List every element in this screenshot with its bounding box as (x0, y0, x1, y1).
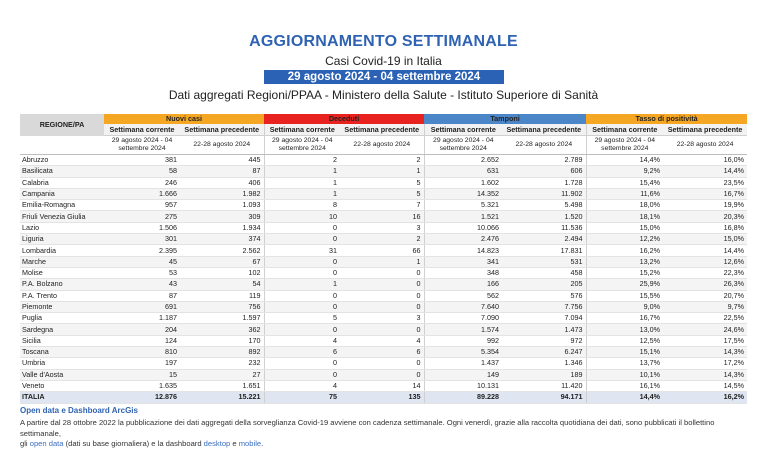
positivita-previous-cell: 26,3% (663, 279, 747, 290)
table-row (20, 313, 747, 324)
group-header-tamponi: Tamponi (424, 114, 586, 124)
subheader-current: Settimana corrente (264, 124, 340, 136)
region-column-header: REGIONE/PA (20, 114, 104, 136)
deceduti-previous-cell: 135 (340, 392, 424, 403)
date-previous: 22-28 agosto 2024 (502, 136, 586, 155)
nuovi-casi-current-cell: 53 (104, 267, 180, 278)
subheader-previous: Settimana precedente (340, 124, 424, 136)
table-row (20, 369, 747, 380)
deceduti-current-cell: 1 (264, 188, 340, 199)
deceduti-current-cell: 1 (264, 166, 340, 177)
positivita-current-cell: 18,1% (586, 211, 663, 222)
deceduti-current-cell: 0 (264, 301, 340, 312)
tamponi-current-cell: 10.066 (424, 222, 502, 233)
date-range-banner: 29 agosto 2024 - 04 settembre 2024 (264, 70, 504, 84)
positivita-current-cell: 9,0% (586, 301, 663, 312)
table-row (20, 380, 747, 391)
tamponi-current-cell: 149 (424, 369, 502, 380)
deceduti-current-cell: 0 (264, 358, 340, 369)
date-previous: 22-28 agosto 2024 (663, 136, 747, 155)
tamponi-current-cell: 14.823 (424, 245, 502, 256)
deceduti-current-cell: 0 (264, 267, 340, 278)
nuovi-casi-current-cell: 43 (104, 279, 180, 290)
positivita-previous-cell: 14,4% (663, 166, 747, 177)
region-cell: Marche (20, 256, 104, 267)
deceduti-current-cell: 1 (264, 177, 340, 188)
subheader-current: Settimana corrente (586, 124, 663, 136)
page-subtitle: Casi Covid-19 in Italia (325, 54, 442, 68)
deceduti-previous-cell: 5 (340, 177, 424, 188)
positivita-previous-cell: 16,0% (663, 155, 747, 166)
positivita-previous-cell: 20,3% (663, 211, 747, 222)
deceduti-current-cell: 0 (264, 256, 340, 267)
positivita-current-cell: 25,9% (586, 279, 663, 290)
table-row (20, 267, 747, 278)
tamponi-previous-cell: 1.473 (502, 324, 586, 335)
nuovi-casi-previous-cell: 406 (180, 177, 264, 188)
nuovi-casi-current-cell: 58 (104, 166, 180, 177)
tamponi-current-cell: 166 (424, 279, 502, 290)
group-header-deceduti: Deceduti (264, 114, 424, 124)
positivita-current-cell: 13,2% (586, 256, 663, 267)
tamponi-previous-cell: 1.346 (502, 358, 586, 369)
nuovi-casi-current-cell: 810 (104, 347, 180, 358)
footer-text (20, 418, 750, 450)
subheader-current: Settimana corrente (104, 124, 180, 136)
table-row (20, 347, 747, 358)
tamponi-current-cell: 631 (424, 166, 502, 177)
subheader-current: Settimana corrente (424, 124, 502, 136)
nuovi-casi-current-cell: 691 (104, 301, 180, 312)
region-cell: Sardegna (20, 324, 104, 335)
deceduti-current-cell: 1 (264, 279, 340, 290)
deceduti-previous-cell: 5 (340, 188, 424, 199)
nuovi-casi-previous-cell: 374 (180, 234, 264, 245)
positivita-current-cell: 15,0% (586, 222, 663, 233)
deceduti-previous-cell: 2 (340, 155, 424, 166)
data-source-line: Dati aggregati Regioni/PPAA - Ministero della Salute - Istituto Superiore di Sanità (168, 88, 599, 102)
tamponi-previous-cell: 11.902 (502, 188, 586, 199)
tamponi-current-cell: 14.352 (424, 188, 502, 199)
deceduti-previous-cell: 2 (340, 234, 424, 245)
table-row (20, 290, 747, 301)
positivita-previous-cell: 15,0% (663, 234, 747, 245)
nuovi-casi-current-cell: 1.187 (104, 313, 180, 324)
deceduti-previous-cell: 0 (340, 267, 424, 278)
positivita-previous-cell: 24,6% (663, 324, 747, 335)
tamponi-previous-cell: 17.831 (502, 245, 586, 256)
region-cell: Molise (20, 267, 104, 278)
nuovi-casi-current-cell: 275 (104, 211, 180, 222)
deceduti-previous-cell: 1 (340, 256, 424, 267)
nuovi-casi-current-cell: 301 (104, 234, 180, 245)
region-cell: Emilia-Romagna (20, 200, 104, 211)
positivita-previous-cell: 17,5% (663, 335, 747, 346)
tamponi-previous-cell: 189 (502, 369, 586, 380)
region-cell: Puglia (20, 313, 104, 324)
tamponi-current-cell: 348 (424, 267, 502, 278)
tamponi-previous-cell: 2.789 (502, 155, 586, 166)
date-previous: 22-28 agosto 2024 (340, 136, 424, 155)
region-cell: P.A. Bolzano (20, 279, 104, 290)
deceduti-current-cell: 5 (264, 313, 340, 324)
total-row (20, 392, 747, 403)
positivita-current-cell: 14,4% (586, 392, 663, 403)
deceduti-current-cell: 0 (264, 222, 340, 233)
nuovi-casi-previous-cell: 1.982 (180, 188, 264, 199)
positivita-previous-cell: 14,5% (663, 380, 747, 391)
nuovi-casi-current-cell: 1.666 (104, 188, 180, 199)
positivita-current-cell: 16,7% (586, 313, 663, 324)
nuovi-casi-previous-cell: 756 (180, 301, 264, 312)
tamponi-current-cell: 1.602 (424, 177, 502, 188)
nuovi-casi-previous-cell: 102 (180, 267, 264, 278)
region-cell: Lazio (20, 222, 104, 233)
nuovi-casi-previous-cell: 1.651 (180, 380, 264, 391)
footer-text-part: (dati su base giornaliera) e la dashboard (63, 439, 204, 448)
deceduti-previous-cell: 14 (340, 380, 424, 391)
positivita-current-cell: 15,4% (586, 177, 663, 188)
positivita-current-cell: 15,2% (586, 267, 663, 278)
nuovi-casi-previous-cell: 2.562 (180, 245, 264, 256)
positivita-previous-cell: 22,5% (663, 313, 747, 324)
footer-heading: Open data e Dashboard ArcGis (20, 406, 138, 415)
table-row (20, 155, 747, 166)
positivita-current-cell: 15,5% (586, 290, 663, 301)
nuovi-casi-current-cell: 124 (104, 335, 180, 346)
nuovi-casi-previous-cell: 87 (180, 166, 264, 177)
deceduti-current-cell: 31 (264, 245, 340, 256)
tamponi-current-cell: 7.640 (424, 301, 502, 312)
deceduti-current-cell: 4 (264, 335, 340, 346)
region-cell: Basilicata (20, 166, 104, 177)
deceduti-current-cell: 4 (264, 380, 340, 391)
positivita-current-cell: 9,2% (586, 166, 663, 177)
table-row (20, 256, 747, 267)
tamponi-previous-cell: 7.756 (502, 301, 586, 312)
deceduti-previous-cell: 1 (340, 166, 424, 177)
nuovi-casi-current-cell: 1.635 (104, 380, 180, 391)
tamponi-current-cell: 562 (424, 290, 502, 301)
tamponi-previous-cell: 1.728 (502, 177, 586, 188)
tamponi-previous-cell: 6.247 (502, 347, 586, 358)
nuovi-casi-previous-cell: 1.093 (180, 200, 264, 211)
deceduti-previous-cell: 0 (340, 324, 424, 335)
tamponi-current-cell: 1.521 (424, 211, 502, 222)
nuovi-casi-previous-cell: 1.934 (180, 222, 264, 233)
table-row (20, 335, 747, 346)
positivita-previous-cell: 14,3% (663, 347, 747, 358)
positivita-current-cell: 12,5% (586, 335, 663, 346)
positivita-previous-cell: 17,2% (663, 358, 747, 369)
region-cell: Umbria (20, 358, 104, 369)
open-data-link[interactable]: open data (29, 439, 64, 448)
region-cell: P.A. Trento (20, 290, 104, 301)
deceduti-previous-cell: 4 (340, 335, 424, 346)
deceduti-previous-cell: 66 (340, 245, 424, 256)
tamponi-previous-cell: 11.420 (502, 380, 586, 391)
nuovi-casi-current-cell: 15 (104, 369, 180, 380)
nuovi-casi-previous-cell: 27 (180, 369, 264, 380)
group-header-tasso: Tasso di positività (586, 114, 747, 124)
nuovi-casi-current-cell: 957 (104, 200, 180, 211)
region-cell: Toscana (20, 347, 104, 358)
footer-text-part: . (261, 439, 264, 448)
nuovi-casi-previous-cell: 309 (180, 211, 264, 222)
positivita-current-cell: 11,6% (586, 188, 663, 199)
table-row (20, 222, 747, 233)
positivita-current-cell: 12,2% (586, 234, 663, 245)
table-row (20, 279, 747, 290)
tamponi-current-cell: 2.476 (424, 234, 502, 245)
tamponi-previous-cell: 5.498 (502, 200, 586, 211)
tamponi-current-cell: 10.131 (424, 380, 502, 391)
region-cell: Lombardia (20, 245, 104, 256)
tamponi-previous-cell: 458 (502, 267, 586, 278)
deceduti-current-cell: 2 (264, 155, 340, 166)
date-current: 29 agosto 2024 - 04 settembre 2024 (104, 136, 180, 155)
table-row (20, 177, 747, 188)
positivita-previous-cell: 16,7% (663, 188, 747, 199)
nuovi-casi-previous-cell: 15.221 (180, 392, 264, 403)
table-body (20, 155, 747, 404)
positivita-previous-cell: 16,8% (663, 222, 747, 233)
deceduti-previous-cell: 16 (340, 211, 424, 222)
tamponi-current-cell: 5.321 (424, 200, 502, 211)
nuovi-casi-previous-cell: 119 (180, 290, 264, 301)
positivita-current-cell: 13,7% (586, 358, 663, 369)
subheader-previous: Settimana precedente (502, 124, 586, 136)
positivita-previous-cell: 20,7% (663, 290, 747, 301)
deceduti-current-cell: 8 (264, 200, 340, 211)
region-cell: Abruzzo (20, 155, 104, 166)
nuovi-casi-previous-cell: 362 (180, 324, 264, 335)
nuovi-casi-previous-cell: 67 (180, 256, 264, 267)
region-cell: ITALIA (20, 392, 104, 403)
dashboard-mobile-link[interactable]: mobile (238, 439, 262, 448)
nuovi-casi-current-cell: 197 (104, 358, 180, 369)
positivita-previous-cell: 22,3% (663, 267, 747, 278)
deceduti-current-cell: 0 (264, 324, 340, 335)
region-cell: Valle d'Aosta (20, 369, 104, 380)
region-cell: Campania (20, 188, 104, 199)
nuovi-casi-previous-cell: 892 (180, 347, 264, 358)
nuovi-casi-previous-cell: 170 (180, 335, 264, 346)
positivita-current-cell: 18,0% (586, 200, 663, 211)
tamponi-previous-cell: 205 (502, 279, 586, 290)
footer-text-part: gli (20, 439, 30, 448)
table-row (20, 245, 747, 256)
positivita-current-cell: 15,1% (586, 347, 663, 358)
deceduti-previous-cell: 3 (340, 313, 424, 324)
tamponi-current-cell: 992 (424, 335, 502, 346)
table-row (20, 200, 747, 211)
positivita-previous-cell: 16,2% (663, 392, 747, 403)
deceduti-current-cell: 0 (264, 290, 340, 301)
tamponi-current-cell: 7.090 (424, 313, 502, 324)
nuovi-casi-current-cell: 1.506 (104, 222, 180, 233)
region-cell: Calabria (20, 177, 104, 188)
date-current: 29 agosto 2024 - 04 settembre 2024 (586, 136, 663, 155)
positivita-previous-cell: 14,3% (663, 369, 747, 380)
deceduti-previous-cell: 0 (340, 301, 424, 312)
deceduti-previous-cell: 0 (340, 369, 424, 380)
nuovi-casi-current-cell: 87 (104, 290, 180, 301)
table-row (20, 301, 747, 312)
date-current: 29 agosto 2024 - 04 settembre 2024 (424, 136, 502, 155)
region-cell: Piemonte (20, 301, 104, 312)
deceduti-current-cell: 0 (264, 234, 340, 245)
positivita-previous-cell: 12,6% (663, 256, 747, 267)
table-row (20, 324, 747, 335)
nuovi-casi-current-cell: 204 (104, 324, 180, 335)
positivita-previous-cell: 23,5% (663, 177, 747, 188)
deceduti-previous-cell: 0 (340, 358, 424, 369)
positivita-current-cell: 13,0% (586, 324, 663, 335)
tamponi-current-cell: 89.228 (424, 392, 502, 403)
nuovi-casi-current-cell: 45 (104, 256, 180, 267)
tamponi-previous-cell: 2.494 (502, 234, 586, 245)
tamponi-current-cell: 1.437 (424, 358, 502, 369)
deceduti-current-cell: 0 (264, 369, 340, 380)
group-header-nuovi-casi: Nuovi casi (104, 114, 264, 124)
region-cell: Liguria (20, 234, 104, 245)
region-cell: Sicilia (20, 335, 104, 346)
deceduti-current-cell: 75 (264, 392, 340, 403)
deceduti-previous-cell: 0 (340, 279, 424, 290)
tamponi-previous-cell: 1.520 (502, 211, 586, 222)
region-cell: Friuli Venezia Giulia (20, 211, 104, 222)
deceduti-previous-cell: 0 (340, 290, 424, 301)
date-row-spacer (20, 136, 104, 155)
table-row (20, 358, 747, 369)
table-row (20, 166, 747, 177)
date-current: 29 agosto 2024 - 04 settembre 2024 (264, 136, 340, 155)
tamponi-current-cell: 2.652 (424, 155, 502, 166)
tamponi-current-cell: 341 (424, 256, 502, 267)
nuovi-casi-current-cell: 2.395 (104, 245, 180, 256)
positivita-current-cell: 16,1% (586, 380, 663, 391)
positivita-previous-cell: 19,9% (663, 200, 747, 211)
positivita-previous-cell: 9,7% (663, 301, 747, 312)
tamponi-previous-cell: 606 (502, 166, 586, 177)
positivita-current-cell: 10,1% (586, 369, 663, 380)
region-cell: Veneto (20, 380, 104, 391)
tamponi-previous-cell: 972 (502, 335, 586, 346)
table-row (20, 211, 747, 222)
date-previous: 22-28 agosto 2024 (180, 136, 264, 155)
nuovi-casi-current-cell: 381 (104, 155, 180, 166)
deceduti-current-cell: 10 (264, 211, 340, 222)
tamponi-current-cell: 5.354 (424, 347, 502, 358)
positivita-previous-cell: 14,4% (663, 245, 747, 256)
nuovi-casi-previous-cell: 54 (180, 279, 264, 290)
deceduti-previous-cell: 3 (340, 222, 424, 233)
subheader-previous: Settimana precedente (180, 124, 264, 136)
deceduti-previous-cell: 7 (340, 200, 424, 211)
tamponi-previous-cell: 576 (502, 290, 586, 301)
tamponi-previous-cell: 531 (502, 256, 586, 267)
deceduti-previous-cell: 6 (340, 347, 424, 358)
nuovi-casi-current-cell: 246 (104, 177, 180, 188)
tamponi-current-cell: 1.574 (424, 324, 502, 335)
footer-text-part: e (230, 439, 239, 448)
deceduti-current-cell: 6 (264, 347, 340, 358)
dashboard-desktop-link[interactable]: desktop (203, 439, 231, 448)
tamponi-previous-cell: 7.094 (502, 313, 586, 324)
nuovi-casi-previous-cell: 1.597 (180, 313, 264, 324)
nuovi-casi-previous-cell: 445 (180, 155, 264, 166)
tamponi-previous-cell: 94.171 (502, 392, 586, 403)
page-title: AGGIORNAMENTO SETTIMANALE (249, 33, 518, 50)
table-row (20, 234, 747, 245)
covid-weekly-table (20, 114, 747, 404)
tamponi-previous-cell: 11.536 (502, 222, 586, 233)
footer-text-line-1: A partire dal 28 ottobre 2022 la pubblicazione dei dati aggregati della sorveglianza Covid-19 avviene con cadenza settimanale. Ogni venerdì, grazie alla raccolta quotidiana dei dati, sono pubblicati il bollettino settimanale, (20, 418, 715, 438)
subheader-previous: Settimana precedente (663, 124, 747, 136)
nuovi-casi-previous-cell: 232 (180, 358, 264, 369)
table-row (20, 188, 747, 199)
positivita-current-cell: 16,2% (586, 245, 663, 256)
nuovi-casi-current-cell: 12.876 (104, 392, 180, 403)
positivita-current-cell: 14,4% (586, 155, 663, 166)
